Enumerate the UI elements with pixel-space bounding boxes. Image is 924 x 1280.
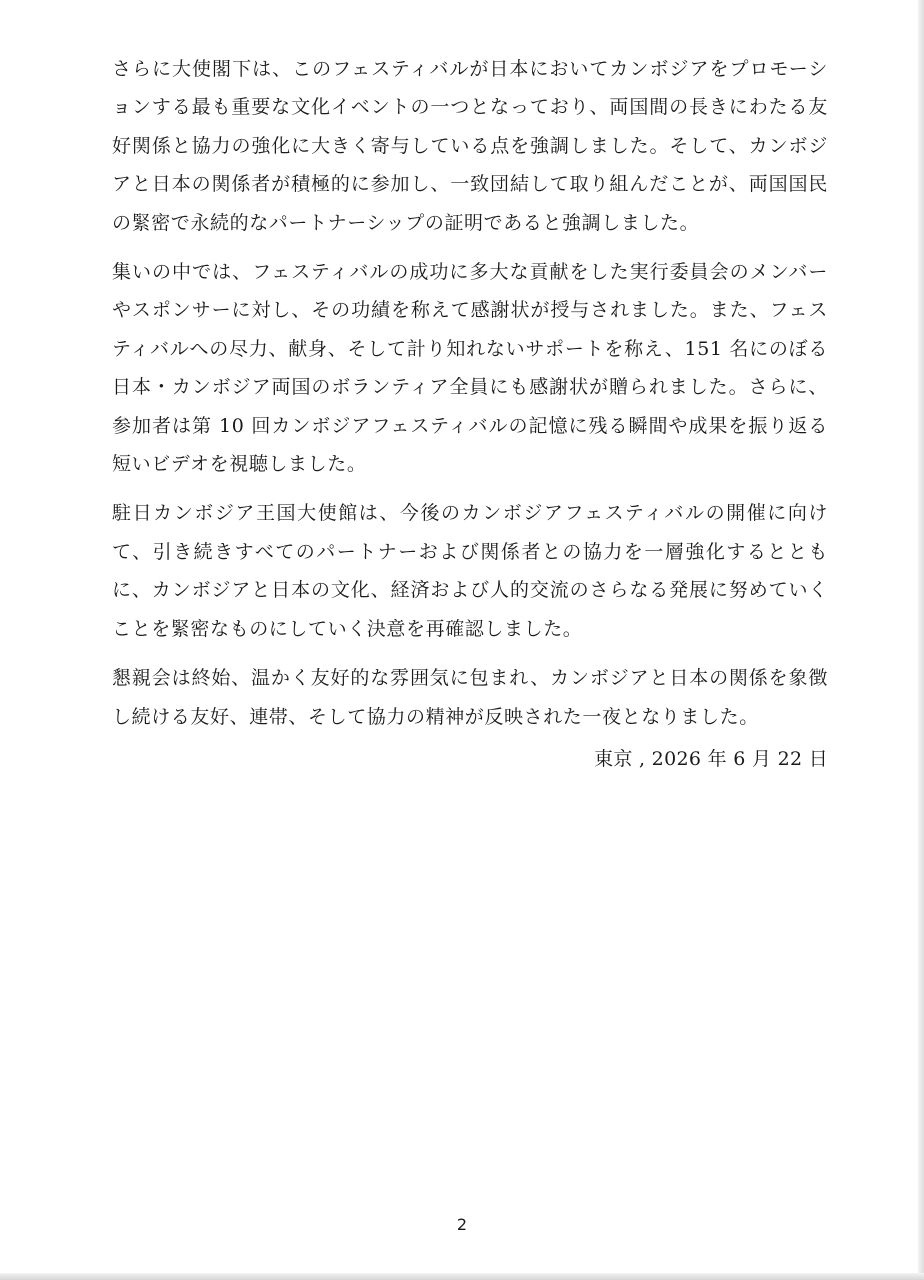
page-edge-shadow-bottom xyxy=(0,1273,924,1280)
paragraph-reception-atmosphere: 懇親会は終始、温かく友好的な雰囲気に包まれ、カンボジアと日本の関係を象徴し続ける友好、連帯、そして協力の精神が反映された一夜となりました。 xyxy=(112,667,828,728)
date-line: 東京 , 2026 年 6 月 22 日 xyxy=(594,747,828,770)
page-number: 2 xyxy=(456,1215,468,1234)
paragraph-certificates: 集いの中では、フェスティバルの成功に多大な貢献をした実行委員会のメンバーやスポンサーに対し、その功績を称えて感謝状が授与されました。また、フェスティバルへの尽力、献身、そして計り知れないサポートを称え、151 名にのぼる日本・カンボジア両国のボランティア全員にも感謝状が贈られました。さらに、参加者は第 10 回カンボジアフェスティバルの記憶に残る瞬間や成果を振り返る短いビデオを視聴しました。 xyxy=(112,261,828,476)
document-body xyxy=(112,50,828,778)
page-edge-shadow-right xyxy=(918,0,924,1280)
paragraph-embassy-commitment: 駐日カンボジア王国大使館は、今後のカンボジアフェスティバルの開催に向けて、引き続きすべてのパートナーおよび関係者との協力を一層強化するとともに、カンボジアと日本の文化、経済および人的交流のさらなる発展に努めていくことを緊密なものにしていく決意を再確認しました。 xyxy=(112,502,828,640)
paragraph-ambassador-remarks: さらに大使閣下は、このフェスティバルが日本においてカンボジアをプロモーションする最も重要な文化イベントの一つとなっており、両国間の長きにわたる友好関係と協力の強化に大きく寄与している点を強調しました。そして、カンボジアと日本の関係者が積極的に参加し、一致団結して取り組んだことが、両国国民の緊密で永続的なパートナーシップの証明であると強調しました。 xyxy=(112,58,828,234)
